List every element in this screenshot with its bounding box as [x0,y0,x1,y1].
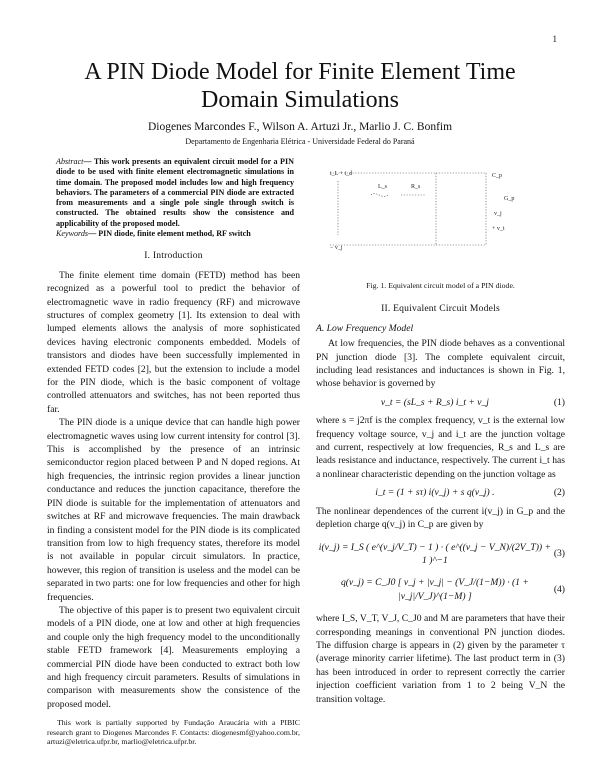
authors: Diogenes Marcondes F., Wilson A. Artuzi Jr., Marlio J. C. Bonfim [147,121,453,133]
page-number: 1 [552,34,557,44]
label-rs: R_s [411,184,421,190]
abstract-text: — This work presents an equivalent circuit model for a PIN diode to be used with finite element electromagnetic simulations in time domain. The proposed model includes low and high frequency behaviors. The parameters of a commercial PIN diode are extracted from measurements and a single pole single through switch is constructed. The obtained results show the consistence and applicability of the proposed model. [56,157,294,228]
section-1-heading: I. Introduction [144,250,203,262]
affiliation: Departamento de Engenharia Elétrica - Universidade Federal do Paraná [185,137,415,146]
subsection-a-heading: A. Low Frequency Model [316,322,414,334]
abstract [47,157,300,229]
intro-paragraph-1: The finite element time domain (FETD) method has been recognized as a powerful tool to predict the behavior of electromagnetic wave in radio frequency (RF) and microwave structures of complex geometry [1]. Its extension to deal with lumped elements allows the analysis of more sophisticated devices having electronic components embedded. Models of transistors and diodes have been successfully implemented in extended FETD codes [2], but the extension to include a model for the PIN diode, which is the basic component of voltage controlled attenuators and switches, has not been reported thus far. [47,269,300,415]
abstract-label: Abstract [56,157,84,166]
footnote: This work is partially supported by Fundação Araucária with a PIBIC research grant to Diogenes Marcondes F. Contacts: diogenesmf@yahoo.com.br, artuzi@eletrica.ufpr.br, marlio@eletrica.ufpr.br. [47,718,300,747]
circuit-diagram [316,155,565,275]
intro-paragraph-3: The objective of this paper is to present two equivalent circuit models of a PIN diode, one at low and other at high frequencies and couple only the high frequency model to the unconditionally stable FETD framework [4]. Measurements employing a commercial PIN diode have been conducted to extract both low and high frequency circuit parameters. Results of simulations in comparison with measurements show the consistence of the proposed model. [47,604,300,710]
keywords [47,229,300,239]
label-minus-vj: − v_j [330,245,343,251]
equation-4 [316,576,565,603]
keywords-label: Keywords [56,229,89,239]
equation-1 [316,396,565,409]
figure-1 [316,155,565,275]
section-2-heading: II. Equivalent Circuit Models [381,303,500,315]
lf-paragraph-1: At low frequencies, the PIN diode behaves as a conventional PN junction diode [3]. The complete equivalent circuit, including lead resistances and inductances is shown in Fig. 1, whose behavior is governed by [316,338,565,390]
title-line-1: A PIN Diode Model for Finite Element Time [84,59,516,85]
equation-2-body: i_t = (1 + sτ) i(v_j) + s q(v_j) . [375,487,495,499]
equation-4-body: q(v_j) = C_J0 [ v_j + |v_j| − (V_J/(1−M)) · (1 + |v_j|/V_J)^(1−M) ] [340,577,529,602]
label-il-id: i_L + i_d [330,171,353,177]
equation-1-number: (1) [553,396,565,408]
intro-paragraph-2: The PIN diode is a unique device that can handle high power electromagnetic waves using low current intensity for control [3]. This is accomplished by the presence of an intrinsic semiconductor region placed between P and N doped regions. At high frequencies, the intrinsic region provides a linear junction conductance and reduces the junction capacitance, therefore the PIN diode is suitable for the implementation of attenuators and switches at RF and microwave frequencies. The main drawback in finding a consistent model for the PIN diode is its complicated transition from low to high frequency states, therefore its model is not available in popular circuit simulators. In practice, however, this region of transition is useless and the model can be separated in two parts: one for low frequencies and other for high frequencies. [47,417,300,603]
lf-paragraph-2: where s = j2πf is the complex frequency, v_t is the external low frequency voltage source, v_j and i_t are the junction voltage and current, respectively at low frequencies, R_s and L_s are leads resistance and inductance, respectively. The current i_t has a nonlinear characteristic depending on the junction voltage as [316,415,565,480]
label-ls: L_s [378,184,387,190]
equation-3 [316,541,565,568]
equation-3-number: (3) [553,548,565,560]
paper-title [0,58,600,114]
figure-caption: Fig. 1. Equivalent circuit model of a PIN diode. [366,281,515,290]
lf-paragraph-3: The nonlinear dependences of the current i(v_j) in G_p and the depletion charge q(v_j) in C_p are given by [316,505,565,531]
lf-paragraph-4: where I_S, V_T, V_J, C_J0 and M are parameters that have their corresponding meanings in conventional PN junction diodes. The diffusion charge is appears in (2) given by the parameter τ (average minority carrier lifetime). The last product term in (3) has been introduced in order to represent correctly the carrier injection coefficient variation from 1 to 2 being V_N the transition voltage. [316,613,565,705]
keywords-text: — PIN diode, finite element method, RF switch [88,229,251,239]
label-gp: G_p [504,196,515,202]
title-line-2: Domain Simulations [201,87,399,113]
equation-3-body: i(v_j) = I_S ( e^(v_j/V_T) − 1 ) · ( e^((v_j − V_N)/(2V_T)) + 1 )^−1 [318,541,551,566]
equation-1-body: v_t = (sL_s + R_s) i_t + v_j [380,396,489,408]
left-column [47,157,300,747]
label-vj: v_j [494,211,502,217]
equation-4-number: (4) [553,584,565,596]
equation-2-number: (2) [553,487,565,499]
equation-2 [316,486,565,499]
label-cp: C_p [492,173,503,179]
label-vt: + v_t [492,226,505,232]
right-column [316,157,565,706]
